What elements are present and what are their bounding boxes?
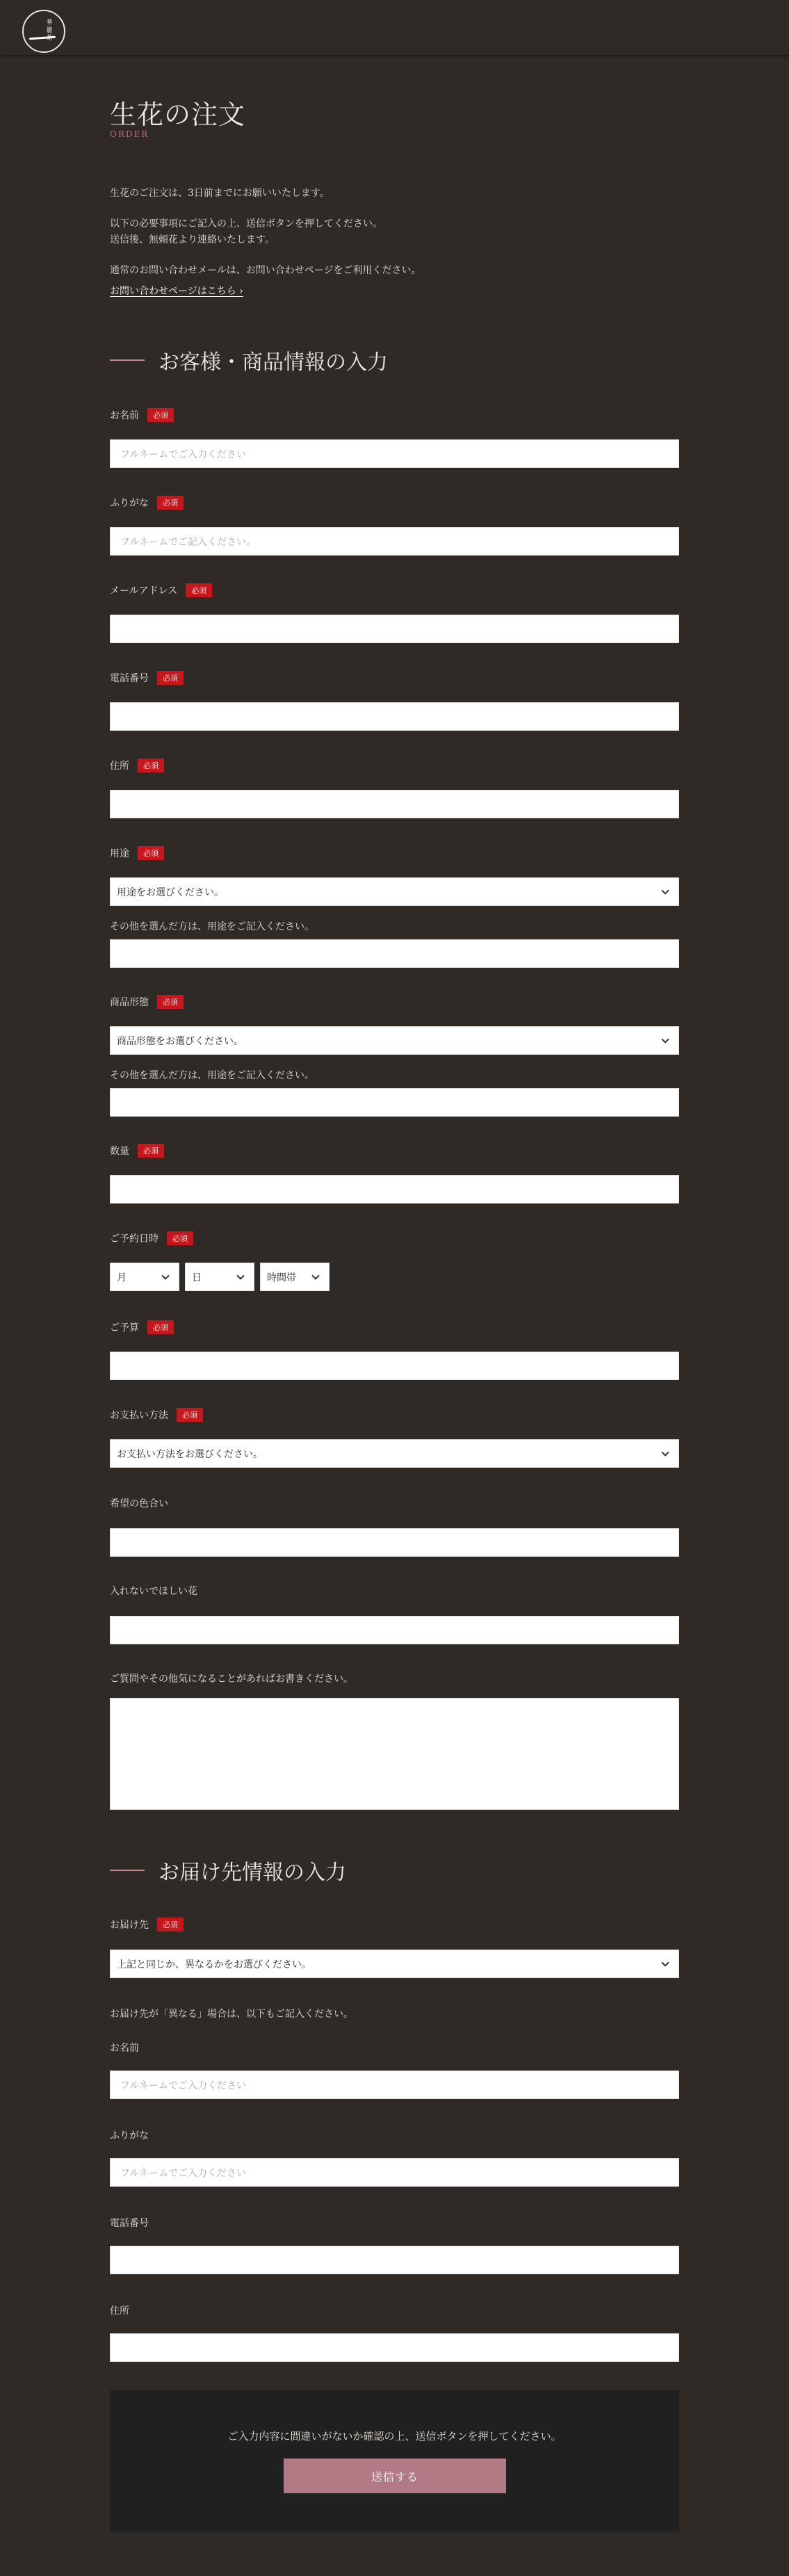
field-label-text: 住所 [110, 2306, 129, 2317]
field-label-text: メールアドレス [110, 585, 178, 597]
budget-label [110, 1320, 174, 1334]
page-subtitle: ORDER [110, 129, 149, 139]
chevron-down-icon [236, 1272, 244, 1279]
quantity-label [110, 1144, 164, 1158]
chevron-down-icon [161, 1272, 169, 1279]
purpose-other-input[interactable] [110, 939, 679, 968]
color-input[interactable] [110, 1528, 679, 1557]
field-label-text: お名前 [110, 2043, 139, 2054]
quantity-input[interactable] [110, 1175, 679, 1204]
form-label [110, 995, 184, 1009]
name-input[interactable] [110, 439, 679, 468]
field-label-text: ご予約日時 [110, 1233, 158, 1245]
form-select[interactable] [110, 1026, 679, 1055]
required-badge: 必須 [157, 496, 184, 510]
field-label-text: ふりがな [110, 2130, 149, 2141]
page-title: 生花の注文 [110, 99, 246, 130]
exclude-label [110, 1584, 197, 1598]
delivery-phone-label [110, 2216, 149, 2230]
field-label-text: お届け先 [110, 1920, 149, 1931]
chevron-down-icon [311, 1272, 319, 1279]
question-textarea[interactable] [110, 1698, 679, 1810]
address-label [110, 759, 164, 772]
purpose-select[interactable] [110, 877, 679, 906]
address-input[interactable] [110, 790, 679, 818]
submit-instruction: ご入力内容に間違いがないか確認の上、送信ボタンを押してください。 [227, 2430, 562, 2443]
chevron-down-icon [661, 1035, 669, 1043]
payment-label [110, 1408, 203, 1422]
intro-inquiry-note: 通常のお問い合わせメールは、お問い合わせページをご利用ください。 [110, 265, 421, 276]
day-select[interactable] [185, 1263, 254, 1291]
required-badge: 必須 [157, 671, 184, 685]
exclude-input[interactable] [110, 1616, 679, 1644]
field-label-text: 電話番号 [110, 2218, 149, 2229]
day-select-value: 日 [192, 1272, 202, 1283]
form-other-note: その他を選んだ方は、用途をご記入ください。 [110, 1070, 314, 1081]
contact-page-link[interactable]: お問い合わせページはこちら › [110, 286, 243, 297]
field-label-text: ふりがな [110, 498, 149, 509]
email-input[interactable] [110, 615, 679, 643]
section-title-bar [110, 359, 145, 361]
delivery-address-input[interactable] [110, 2333, 679, 2362]
field-label-text: 住所 [110, 761, 129, 772]
field-label-text: 電話番号 [110, 673, 149, 684]
delivery-address-label [110, 2303, 129, 2317]
purpose-select-value: 用途をお選びください。 [117, 886, 224, 898]
required-badge: 必須 [186, 583, 212, 597]
name-label [110, 408, 174, 422]
field-label-text: ご予算 [110, 1322, 139, 1334]
dest-label [110, 1918, 184, 1931]
delivery-kana-input[interactable] [110, 2158, 679, 2187]
name-placeholder: フルネームでご入力ください [120, 448, 247, 460]
section-title-bar [110, 1870, 145, 1871]
month-select-value: 月 [117, 1272, 127, 1283]
required-badge: 必須 [157, 1918, 184, 1931]
required-badge: 必須 [177, 1408, 203, 1422]
dest-select[interactable] [110, 1950, 679, 1978]
kana-input[interactable] [110, 527, 679, 556]
delivery-name-input[interactable] [110, 2071, 679, 2099]
field-label-text: 数量 [110, 1146, 129, 1157]
question-label [110, 1671, 353, 1685]
dest-select-value: 上記と同じか、異なるかをお選びください。 [117, 1959, 311, 1970]
submit-button[interactable]: 送信する [284, 2458, 506, 2493]
delivery-kana-label [110, 2128, 149, 2142]
required-badge: 必須 [167, 1231, 193, 1245]
time-select[interactable] [260, 1263, 330, 1291]
section-delivery-title [110, 1855, 346, 1886]
section-title-text: お客様・商品情報の入力 [158, 350, 388, 375]
delivery-name-label [110, 2041, 139, 2055]
phone-label [110, 671, 184, 685]
delivery-kana-placeholder: フルネームでご入力ください [120, 2167, 247, 2179]
logo-mark [28, 15, 60, 47]
required-badge: 必須 [138, 1144, 164, 1158]
payment-select[interactable] [110, 1439, 679, 1468]
required-badge: 必須 [147, 408, 174, 422]
site-header [0, 0, 789, 56]
field-label-text: ご質問やその他気になることがあればお書きください。 [110, 1674, 353, 1685]
intro-instructions: 以下の必要事項にご記入の上、送信ボタンを押してください。 [110, 218, 382, 229]
site-logo[interactable] [22, 10, 65, 53]
intro-contact-note: 送信後、無頼花より連絡いたします。 [110, 234, 275, 245]
month-select[interactable] [110, 1263, 179, 1291]
field-label-text: 希望の色合い [110, 1498, 168, 1509]
color-label [110, 1496, 168, 1510]
delivery-phone-input[interactable] [110, 2246, 679, 2274]
phone-input[interactable] [110, 702, 679, 731]
required-badge: 必須 [147, 1320, 174, 1334]
kana-label [110, 496, 184, 510]
section-title-text: お届け先情報の入力 [158, 1861, 346, 1885]
purpose-other-note: その他を選んだ方は、用途をご記入ください。 [110, 921, 314, 932]
reserve-label [110, 1231, 193, 1245]
purpose-label [110, 846, 164, 860]
intro-deadline: 生花のご注文は、3日前までにお願いいたします。 [110, 188, 330, 199]
field-label-text: お名前 [110, 410, 139, 421]
field-label-text: お支払い方法 [110, 1410, 168, 1421]
delivery-name-placeholder: フルネームでご入力ください [120, 2080, 247, 2091]
time-select-value: 時間帯 [267, 1272, 296, 1283]
email-label [110, 583, 212, 597]
field-label-text: 用途 [110, 848, 129, 859]
form-other-input[interactable] [110, 1088, 679, 1117]
chevron-down-icon [661, 1959, 669, 1966]
delivery-different-note: お届け先が「異なる」場合は、以下もご記入ください。 [110, 2009, 353, 2020]
required-badge: 必須 [138, 846, 164, 860]
chevron-down-icon [661, 886, 669, 894]
budget-input[interactable] [110, 1352, 679, 1380]
logo-text: 華麗 [46, 19, 53, 34]
kana-placeholder: フルネームでご記入ください。 [120, 536, 257, 548]
payment-select-value: お支払い方法をお選びください。 [117, 1448, 263, 1460]
field-label-text: 商品形態 [110, 997, 149, 1008]
section-customer-title [110, 345, 388, 375]
required-badge: 必須 [157, 995, 184, 1009]
required-badge: 必須 [138, 759, 164, 772]
chevron-down-icon [661, 1448, 669, 1456]
field-label-text: 入れないでほしい花 [110, 1586, 197, 1597]
form-select-value: 商品形態をお選びください。 [117, 1035, 243, 1047]
